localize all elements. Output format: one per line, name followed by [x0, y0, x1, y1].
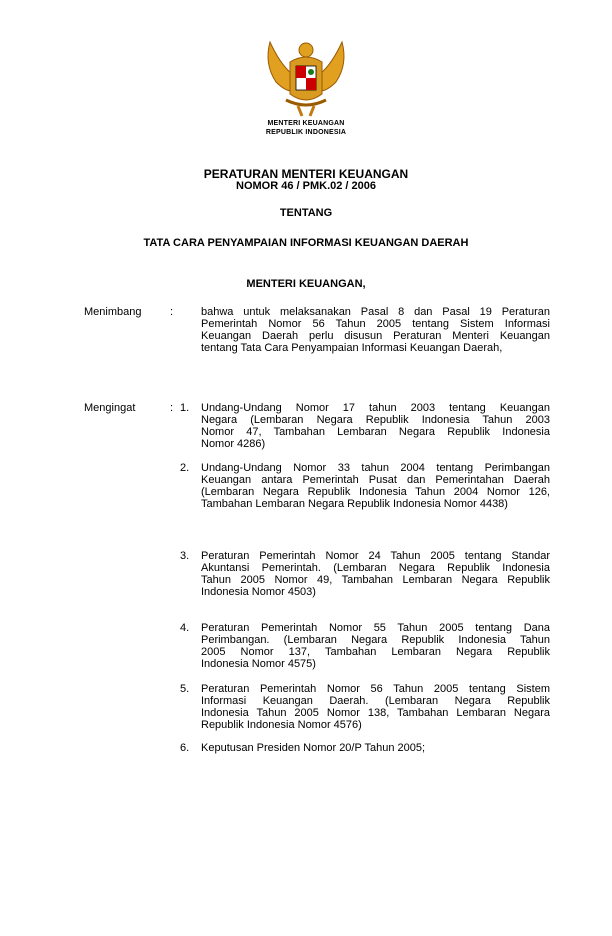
- text-line: Keuangan Daerah perlu disusun Peraturan Menteri Keuangan: [201, 330, 550, 342]
- text-line: Tambahan Lembaran Negara Republik Indonesia Nomor 4438): [201, 498, 508, 510]
- text-line: Undang-Undang Nomor 17 tahun 2003 tentang Keuangan: [201, 402, 550, 414]
- list-item: [201, 550, 550, 598]
- regulation-number: NOMOR 46 / PMK.02 / 2006: [236, 180, 376, 192]
- issuer-heading: MENTERI KEUANGAN,: [246, 278, 366, 290]
- text-line: Keputusan Presiden Nomor 20/P Tahun 2005;: [201, 742, 426, 754]
- list-item-number: 1.: [180, 402, 190, 414]
- list-item-number: 4.: [180, 622, 190, 634]
- text-line: Undang-Undang Nomor 33 tahun 2004 tentang Perimbangan: [201, 462, 550, 474]
- text-line: Pemerintah Nomor 56 Tahun 2005 tentang Sistem Informasi: [201, 318, 550, 330]
- regulation-subject: TATA CARA PENYAMPAIAN INFORMASI KEUANGAN DAERAH: [143, 237, 469, 249]
- mengingat-colon: :: [170, 402, 174, 414]
- text-line: Nomor 4286): [201, 438, 266, 450]
- list-item-number: 6.: [180, 742, 190, 754]
- text-line: Nomor 47, Tambahan Lembaran Negara Republik Indonesia: [201, 426, 550, 438]
- menimbang-text: [201, 306, 550, 354]
- list-item-number: 2.: [180, 462, 190, 474]
- text-line: Keuangan antara Pemerintah Pusat dan Pemerintahan Daerah: [201, 474, 550, 486]
- text-line: bahwa untuk melaksanakan Pasal 8 dan Pasal 19 Peraturan: [201, 306, 550, 318]
- list-item: [201, 622, 550, 670]
- text-line: tentang Tata Cara Penyampaian Informasi Keuangan Daerah,: [201, 342, 503, 354]
- emblem-caption-line2: REPUBLIK INDONESIA: [265, 129, 347, 136]
- menimbang-label: Menimbang: [84, 306, 142, 318]
- text-line: Akuntansi Pemerintah. (Lembaran Negara Republik Indonesia: [201, 562, 550, 574]
- emblem-caption-line1: MENTERI KEUANGAN: [267, 120, 345, 127]
- text-line: Perimbangan. (Lembaran Negara Republik Indonesia Tahun: [201, 634, 550, 646]
- text-line: Indonesia Nomor 4503): [201, 586, 316, 598]
- garuda-emblem-icon: [262, 34, 350, 120]
- list-item: [201, 462, 550, 510]
- about-heading: TENTANG: [279, 207, 333, 219]
- list-item: [201, 742, 550, 754]
- text-line: Republik Indonesia Nomor 4576): [201, 719, 362, 731]
- text-line: Tahun 2005 Nomor 49, Tambahan Lembaran Negara Republik: [201, 574, 550, 586]
- text-line: Indonesia Nomor 4575): [201, 658, 316, 670]
- list-item-number: 5.: [180, 683, 190, 695]
- text-line: Peraturan Pemerintah Nomor 56 Tahun 2005 tentang Sistem: [201, 683, 550, 695]
- text-line: 2005 Nomor 137, Tambahan Lembaran Negara Republik: [201, 646, 550, 658]
- list-item-number: 3.: [180, 550, 190, 562]
- text-line: Peraturan Pemerintah Nomor 24 Tahun 2005 tentang Standar: [201, 550, 550, 562]
- list-item: [201, 683, 550, 731]
- list-item: [201, 402, 550, 450]
- text-line: Negara (Lembaran Negara Republik Indonesia Tahun 2003: [201, 414, 550, 426]
- menimbang-colon: :: [170, 306, 174, 318]
- text-line: Peraturan Pemerintah Nomor 55 Tahun 2005 tentang Dana: [201, 622, 550, 634]
- text-line: Informasi Keuangan Daerah. (Lembaran Negara Republik: [201, 695, 550, 707]
- text-line: (Lembaran Negara Republik Indonesia Tahun 2004 Nomor 126,: [201, 486, 550, 498]
- text-line: Indonesia Tahun 2005 Nomor 138, Tambahan Lembaran Negara: [201, 707, 550, 719]
- mengingat-label: Mengingat: [84, 402, 136, 414]
- regulation-title: PERATURAN MENTERI KEUANGAN: [203, 167, 409, 181]
